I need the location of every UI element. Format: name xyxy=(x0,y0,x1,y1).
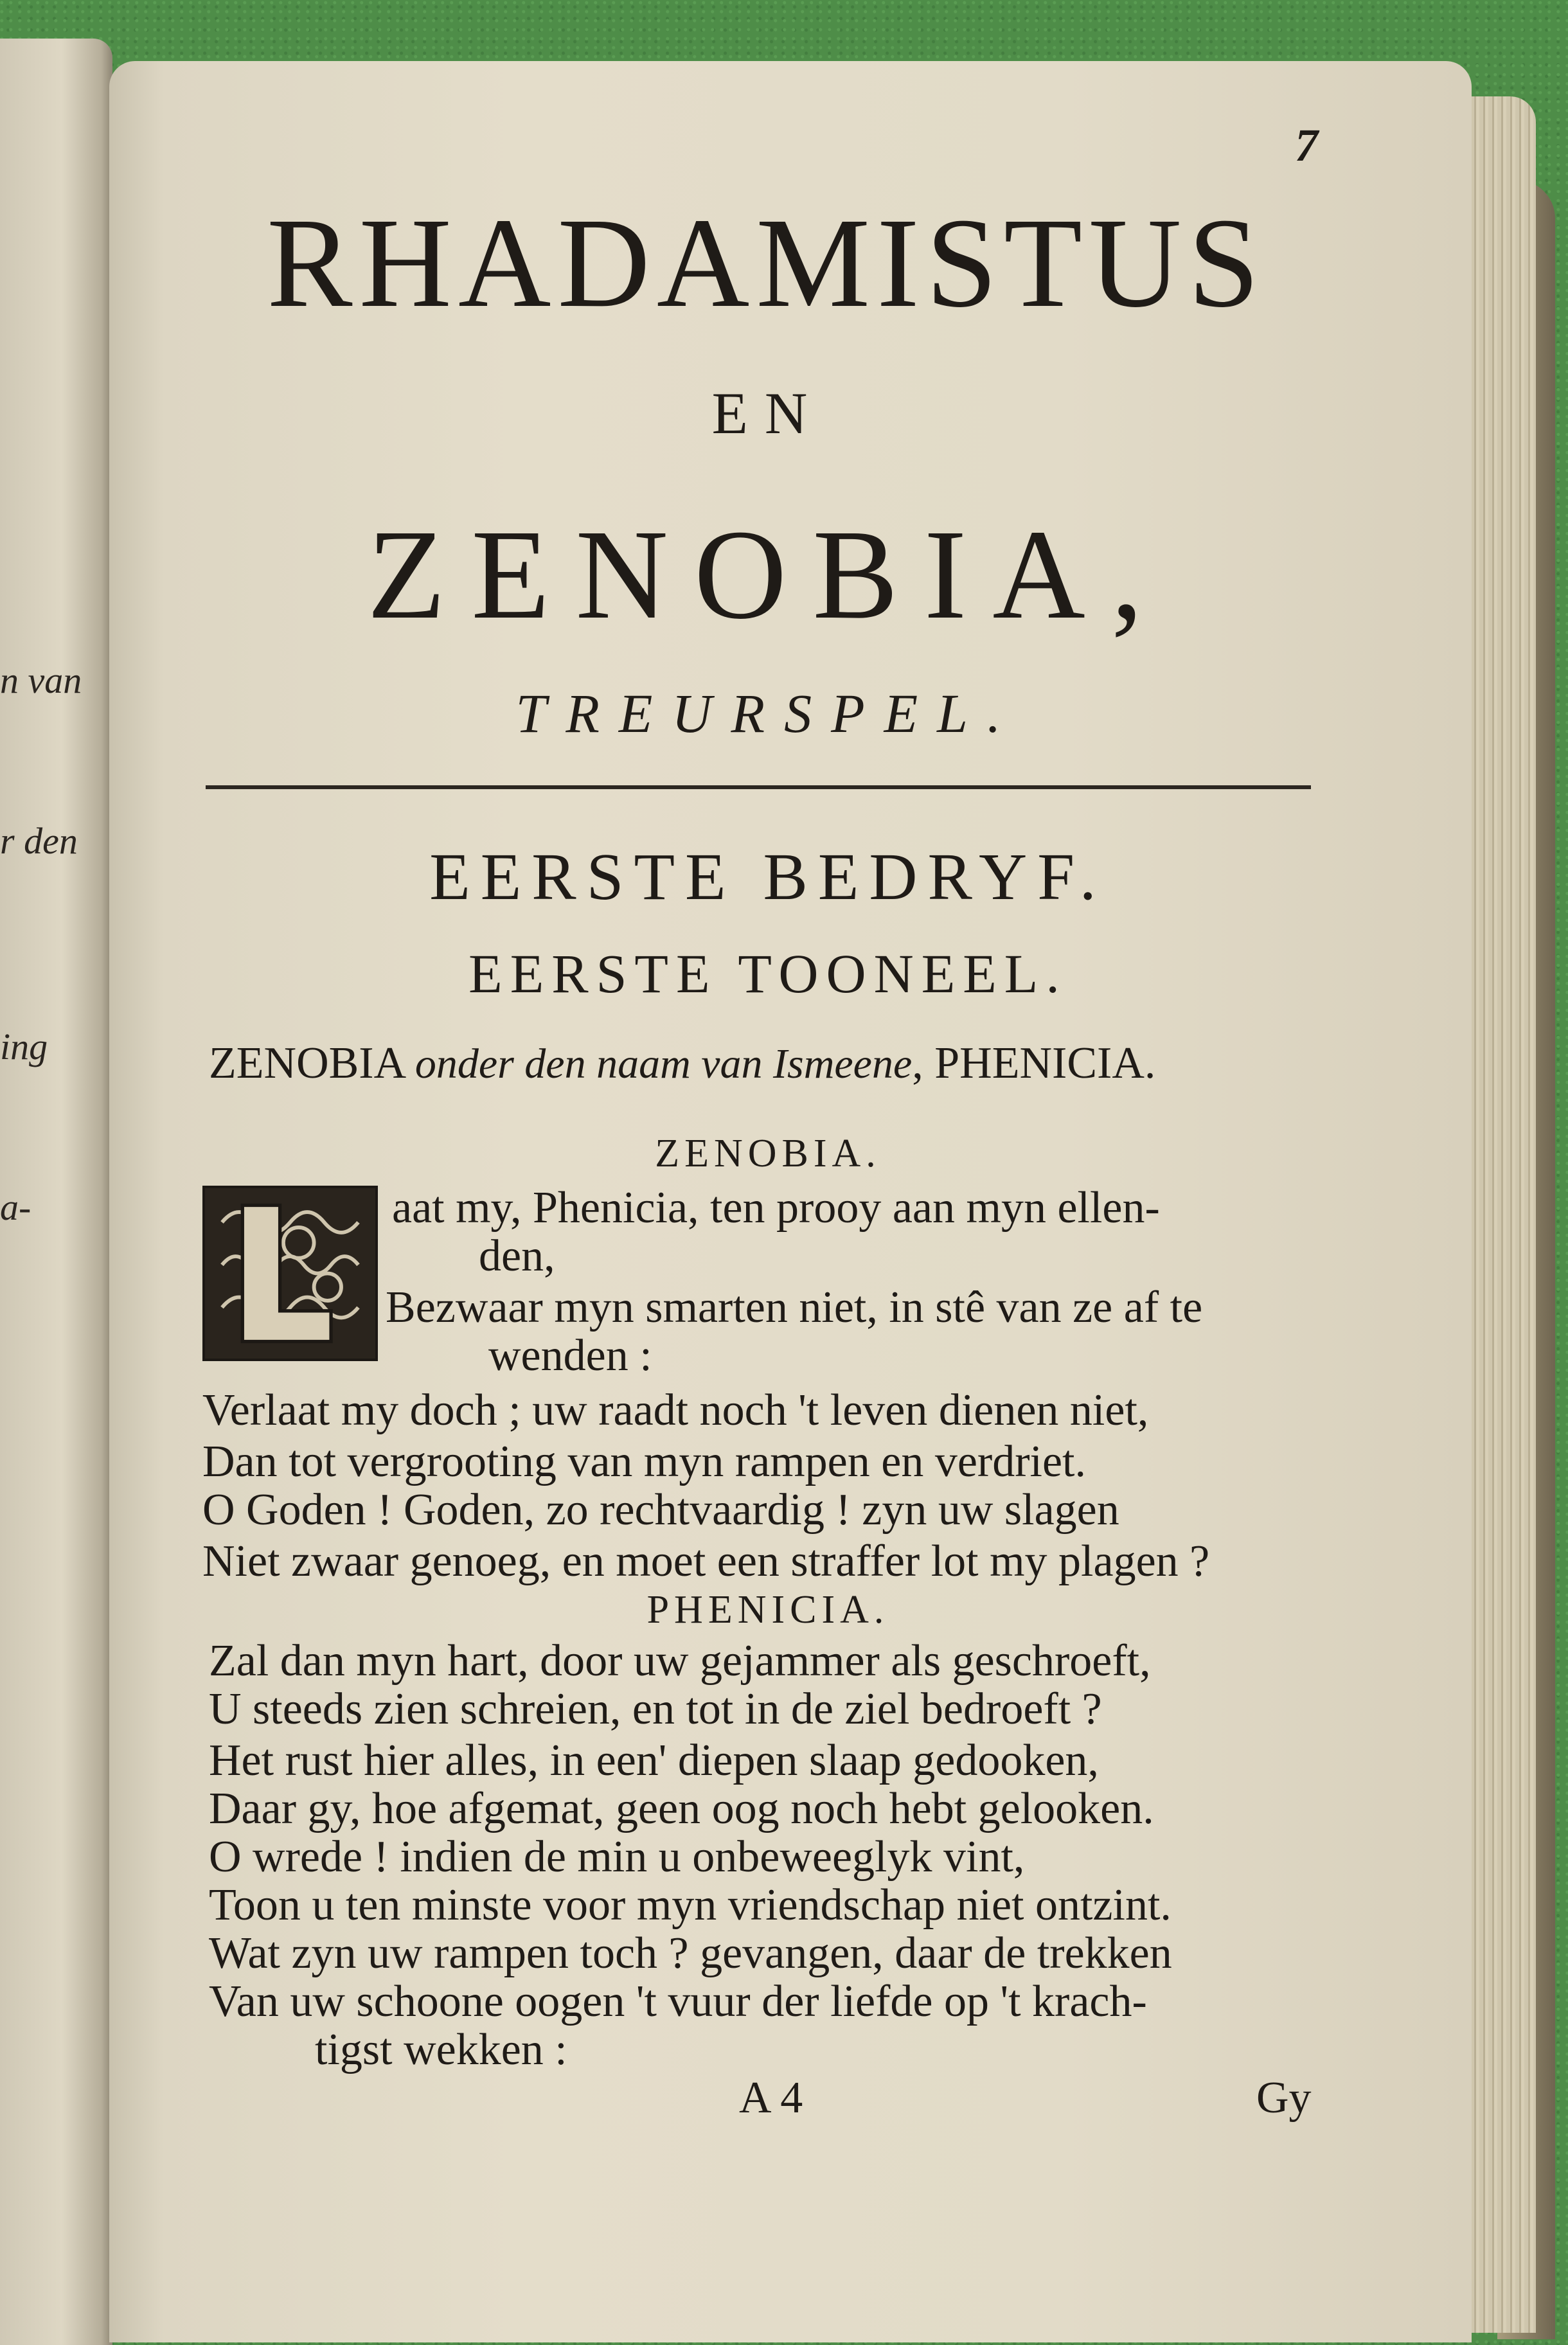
verse-line: Het rust hier alles, in een' diepen slaap gedooken, xyxy=(209,1736,1099,1785)
person-alias: onder den naam van Ismeene xyxy=(414,1040,913,1087)
scene-heading: EERSTE TOONEEL. xyxy=(468,943,1067,1004)
page-number: 7 xyxy=(1295,120,1318,171)
verse-line: Zal dan myn hart, door uw gejammer als geschroeft, xyxy=(209,1636,1151,1686)
person-separator: , xyxy=(912,1039,923,1088)
verse-line: tigst wekken : xyxy=(315,2025,567,2074)
left-page-fragment: ing xyxy=(0,1026,48,1067)
person-phenicia: PHENICIA. xyxy=(934,1039,1156,1088)
verse-line: den, xyxy=(479,1231,555,1281)
verse-line: U steeds zien schreien, en tot in de ziel bedroeft ? xyxy=(209,1684,1102,1734)
signature-mark: A 4 xyxy=(739,2073,803,2123)
verse-line: Dan tot vergrooting van myn rampen en verdriet. xyxy=(202,1437,1086,1486)
act-heading: EERSTE BEDRYF. xyxy=(429,840,1107,914)
title-rhadamistus: RHADAMISTUS xyxy=(267,192,1266,334)
left-page-fragment: r den xyxy=(0,820,78,862)
verse-line: Toon u ten minste voor myn vriendschap niet ontzint. xyxy=(209,1880,1172,1930)
speaker-label: PHENICIA. xyxy=(646,1588,889,1632)
title-en: EN xyxy=(711,380,824,446)
dramatis-personae-line xyxy=(209,1038,1155,1089)
catchword: Gy xyxy=(1256,2073,1312,2123)
verse-line: O wrede ! indien de min u onbeweeglyk vint, xyxy=(209,1832,1025,1882)
subtitle-treurspel: TREURSPEL. xyxy=(515,682,1020,744)
verse-line: wenden : xyxy=(488,1331,652,1380)
verse-line: Daar gy, hoe afgemat, geen oog noch hebt gelooken. xyxy=(209,1784,1154,1833)
left-page-fragment: a- xyxy=(0,1186,31,1228)
left-facing-page xyxy=(0,39,112,2345)
verse-line: aat my, Phenicia, ten prooy aan myn ellen- xyxy=(392,1183,1160,1233)
person-zenobia: ZENOBIA xyxy=(209,1039,404,1088)
verse-line: Van uw schoone oogen 't vuur der liefde op 't krach- xyxy=(209,1977,1147,2026)
title-zenobia: ZENOBIA, xyxy=(367,504,1169,646)
horizontal-rule xyxy=(206,785,1311,789)
ornamental-initial-l-icon xyxy=(202,1186,378,1361)
verse-line: O Goden ! Goden, zo rechtvaardig ! zyn uw slagen xyxy=(202,1485,1119,1535)
verse-line: Bezwaar myn smarten niet, in stê van ze af te xyxy=(386,1283,1203,1332)
verse-line: Niet zwaar genoeg, en moet een straffer lot my plagen ? xyxy=(202,1537,1210,1586)
speaker-label: ZENOBIA. xyxy=(655,1132,881,1175)
left-page-fragment: n van xyxy=(0,659,82,701)
verse-line: Wat zyn uw rampen toch ? gevangen, daar de trekken xyxy=(209,1929,1172,1978)
verse-line: Verlaat my doch ; uw raadt noch 't leven dienen niet, xyxy=(202,1386,1149,1435)
